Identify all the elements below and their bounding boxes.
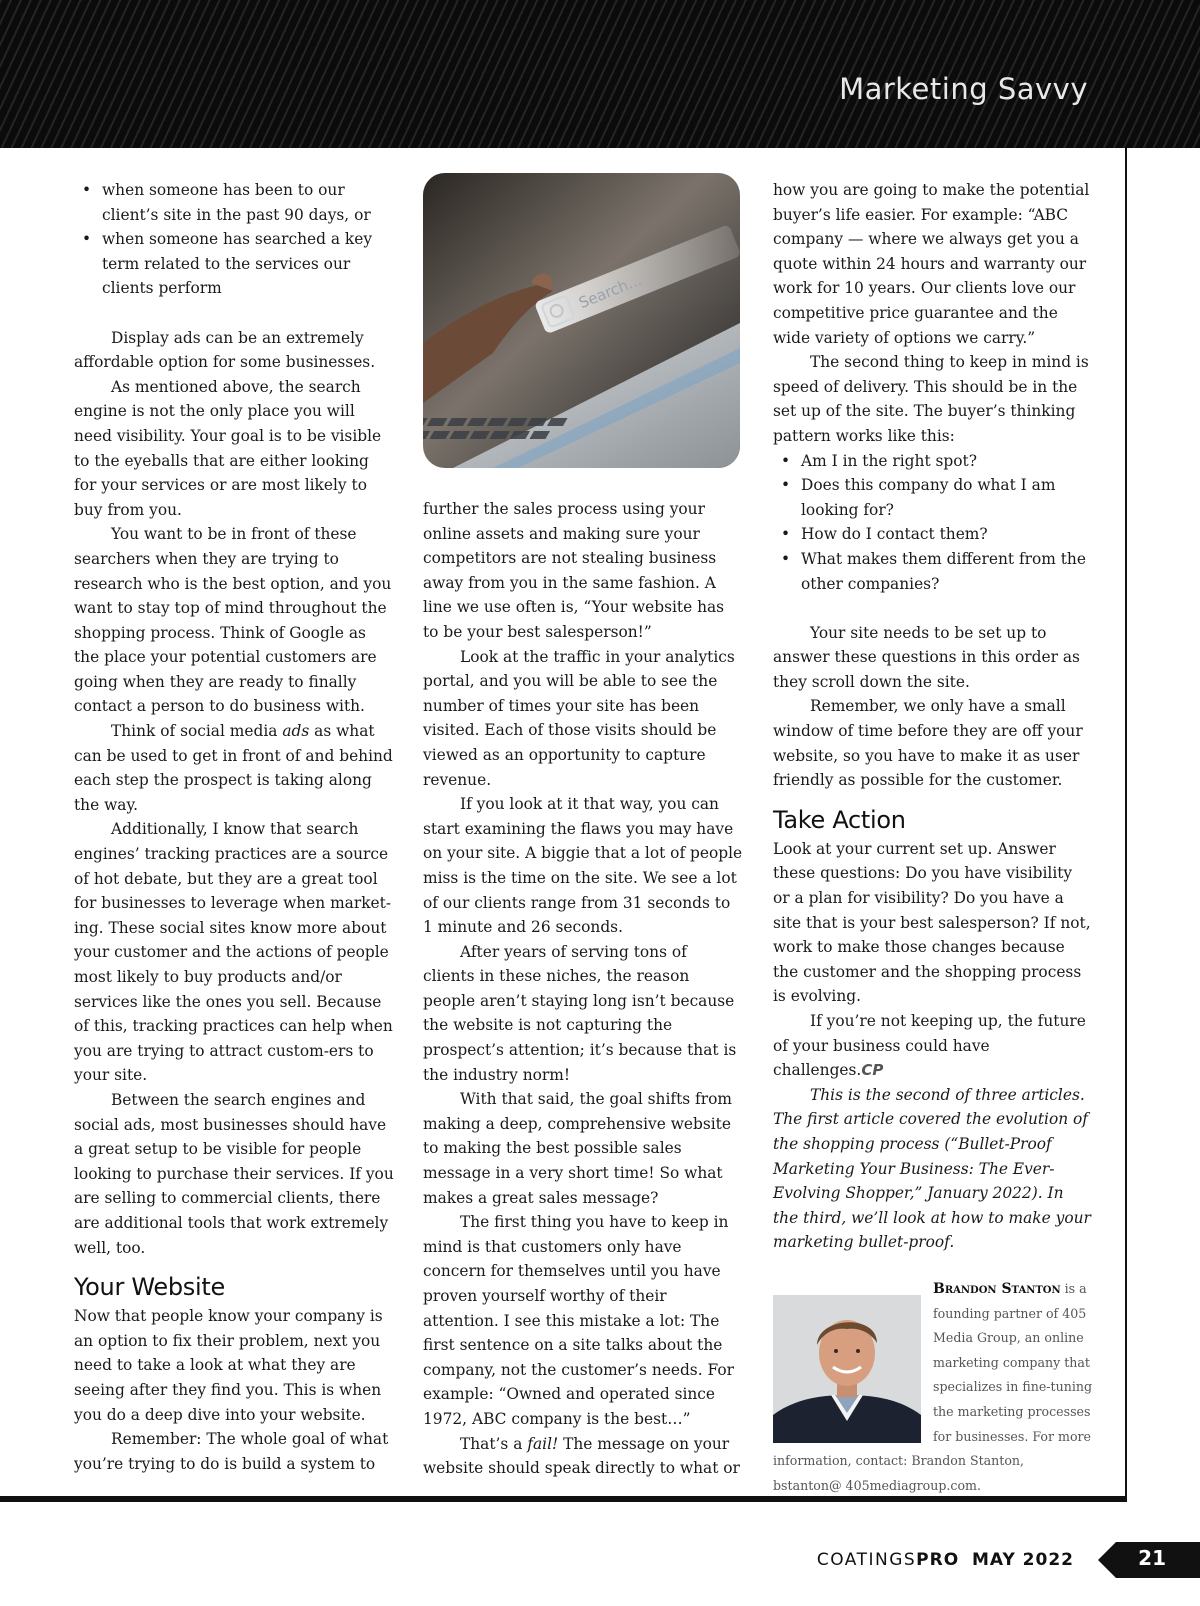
subheading-take-action: Take Action: [773, 805, 906, 834]
paragraph-text: Think of social media: [111, 722, 283, 741]
article-column-1: [74, 178, 394, 1476]
paragraph: Look at your current set up. Answer these questions: Do you have visibility or a plan for visibility? Do you have a site that is your best salesperson? If not, work to make those changes because the customer and the shopping process is evolving.: [773, 839, 1091, 1006]
search-laptop-illustration: [423, 173, 740, 468]
paragraph: Your site needs to be set up to answer these questions in this order as they scroll down the site.: [773, 623, 1080, 691]
article-column-3: [773, 178, 1093, 1498]
emphasis-text: fail!: [527, 1434, 559, 1453]
list-item: • How do I contact them?: [801, 522, 1093, 547]
list-item: • Does this company do what I am looking for?: [801, 473, 1093, 522]
search-bar-text: Search...: [576, 270, 645, 313]
paragraph-text: as what can be used to get in front of and behind each step the prospect is taking along the way.: [74, 722, 393, 814]
list-item: • when someone has searched a key term related to the services our clients perform: [102, 227, 394, 301]
targeting-bullet-list: [74, 178, 394, 301]
author-bio: [773, 1277, 1093, 1498]
paragraph: After years of serving tons of clients in these niches, the reason people aren’t staying long isn’t because the website is not capturing the prospect’s attention; it’s because that is the industry norm!: [423, 942, 737, 1084]
emphasis-text: ads: [282, 722, 310, 741]
paragraph: further the sales process using your online assets and making sure your competitors are not stealing business away from you in the same fashion. A line we use often is, “Your website has to be your best salesperson!”: [423, 500, 725, 641]
magazine-folio: [817, 1550, 1074, 1570]
paragraph: Remember, we only have a small window of time before they are off your website, so you have to make it as user friendly as possible for the customer.: [773, 697, 1083, 790]
paragraph: The second thing to keep in mind is speed of delivery. This should be in the set up of the site. The buyer’s thinking pattern works like this:: [773, 353, 1089, 445]
author-photo: [773, 1295, 921, 1443]
paragraph: Look at the traffic in your analytics portal, and you will be able to see the number of times your site has been visited. Each of those visits should be viewed as an opportunity to capture revenue.: [423, 647, 735, 789]
list-item: • when someone has been to our client’s site in the past 90 days, or: [102, 178, 394, 227]
paragraph-text: If you’re not keeping up, the future of your business could have challenges.: [773, 1012, 1086, 1080]
magazine-name-bold: PRO: [916, 1550, 960, 1570]
series-note: This is the second of three articles. The first article covered the evolution of the shopping process (“Bullet-Proof Marketing Your Business: The Ever-Evolving Shopper,” January 2022). In the third, we’ll look at how to make your marketing bullet-proof.: [773, 1085, 1091, 1252]
article-column-2: [423, 497, 743, 1481]
list-item: • Am I in the right spot?: [801, 449, 1093, 474]
buyer-questions-list: [773, 449, 1093, 597]
paragraph: As mentioned above, the search engine is not the only place you will need visibility. Your goal is to be visible to the eyeballs that are either looking for your services or are most likely to buy from you.: [74, 377, 382, 519]
paragraph: Remember: The whole goal of what you’re trying to do is build a system to: [74, 1430, 389, 1473]
magazine-name-light: COATINGS: [816, 1550, 917, 1570]
right-border-rule: [1125, 148, 1127, 1500]
paragraph: how you are going to make the potential buyer’s life easier. For example: “ABC company — where we always get you a quote within 24 hours and warranty our work for 10 years. Our clients love our competitive price guarantee and the wide variety of options we carry.”: [773, 181, 1090, 347]
search-laptop-photo: [423, 173, 740, 468]
list-item: • What makes them different from the other companies?: [801, 547, 1093, 596]
paragraph: Display ads can be an extremely affordable option for some businesses.: [74, 328, 376, 372]
author-bio-text: is a founding partner of 405 Media Group, an online marketing company that specializes in fine-tuning the marketing processes for businesses. For more information, contact: Brandon Stanton, bstanton@ 405mediagroup.com.: [773, 1280, 1093, 1493]
paragraph: The first thing you have to keep in mind is that customers only have concern for themselves until you have proven yourself worthy of their attention. I see this mistake a lot: The first sentence on a site talks about the company, not the customer’s needs. For example: “Owned and operated since 1972, ABC company is the best…”: [423, 1213, 734, 1428]
page-number: 21: [1138, 1546, 1166, 1570]
subheading-your-website: Your Website: [74, 1273, 225, 1302]
issue-date: MAY 2022: [972, 1550, 1074, 1570]
author-name: Brandon Stanton: [933, 1280, 1061, 1297]
paragraph: You want to be in front of these searchers when they are trying to research who is the best option, and you want to stay top of mind throughout the shopping process. Think of Google as the place your potential customers are going when they are ready to finally contact a person to do business with.: [74, 525, 392, 716]
paragraph: [74, 719, 394, 817]
paragraph-text: That’s a: [460, 1434, 528, 1453]
paragraph: Additionally, I know that search engines’ tracking practices are a source of hot debate, but they are a great tool for businesses to leverage when market-ing. These social sites know more about your customer and the actions of people most likely to buy products and/or services like the ones you sell. Because of this, tracking practices can help when you are trying to attract custom-ers to your site.: [74, 820, 393, 1085]
paragraph: [423, 1432, 743, 1481]
paragraph: [773, 1009, 1093, 1083]
section-title: Marketing Savvy: [839, 72, 1088, 106]
paragraph-text: The message on your website should speak directly to what or: [423, 1434, 740, 1478]
paragraph: Between the search engines and social ads, most businesses should have a great setup to be visible for people looking to purchase their services. If you are selling to commercial clients, there are additional tools that work extremely well, too.: [74, 1090, 394, 1257]
section-header-banner: [0, 0, 1200, 148]
cp-end-mark: CP: [861, 1061, 884, 1080]
paragraph: If you look at it that way, you can start examining the flaws you may have on your site. A biggie that a lot of people miss is the time on the site. We see a lot of our clients range from 31 seconds to 1 minute and 26 seconds.: [423, 795, 743, 937]
paragraph: Now that people know your company is an option to fix their problem, next you need to take a look at what they are seeing after they find you. This is when you do a deep dive into your website.: [74, 1307, 383, 1424]
paragraph: With that said, the goal shifts from making a deep, comprehensive website to making the best possible sales message in a very short time! So what makes a great sales message?: [423, 1090, 732, 1207]
page-footer: [0, 1542, 1200, 1582]
author-portrait-illustration: [773, 1295, 921, 1443]
